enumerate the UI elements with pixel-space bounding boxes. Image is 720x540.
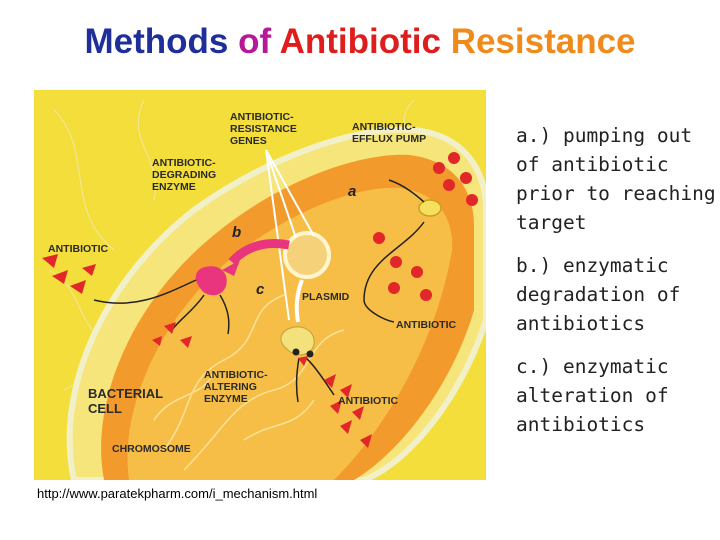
label-degrading-enzyme: ANTIBIOTIC- DEGRADING ENZYME <box>152 157 217 193</box>
label-antibiotic-bottom: ANTIBIOTIC <box>338 395 399 407</box>
plasmid <box>285 233 329 277</box>
label-efflux-pump: ANTIBIOTIC- EFFLUX PUMP <box>352 121 427 145</box>
title-word-of: of <box>238 22 272 61</box>
label-letter-b: b <box>232 224 242 241</box>
label-chromosome: CHROMOSOME <box>112 443 191 455</box>
label-letter-a: a <box>348 183 357 200</box>
note-efflux: a.) pumping out of antibiotic prior to reaching target <box>516 124 716 234</box>
label-letter-c: c <box>256 281 265 298</box>
label-resistance-genes: ANTIBIOTIC- RESISTANCE GENES <box>230 111 297 147</box>
label-antibiotic-right: ANTIBIOTIC <box>396 319 457 331</box>
efflux-pump <box>419 200 441 216</box>
label-plasmid: PLASMID <box>302 291 350 303</box>
title-word-resistance: Resistance <box>450 22 636 61</box>
note-alteration: c.) enzymatic alteration of antibiotics <box>516 355 669 436</box>
title-word-methods: Methods <box>84 22 229 61</box>
mechanism-notes <box>516 121 716 453</box>
source-url: http://www.paratekpharm.com/i_mechanism.html <box>37 486 318 501</box>
slide-title <box>0 22 720 62</box>
antibiotic-resistance-diagram <box>34 90 486 480</box>
note-degradation: b.) enzymatic degradation of antibiotics <box>516 254 681 335</box>
label-antibiotic-left: ANTIBIOTIC <box>48 243 109 255</box>
label-bacterial-cell: BACTERIAL CELL <box>88 386 163 416</box>
label-altering-enzyme: ANTIBIOTIC- ALTERING ENZYME <box>204 369 268 405</box>
title-word-antibiotic: Antibiotic <box>279 22 441 61</box>
